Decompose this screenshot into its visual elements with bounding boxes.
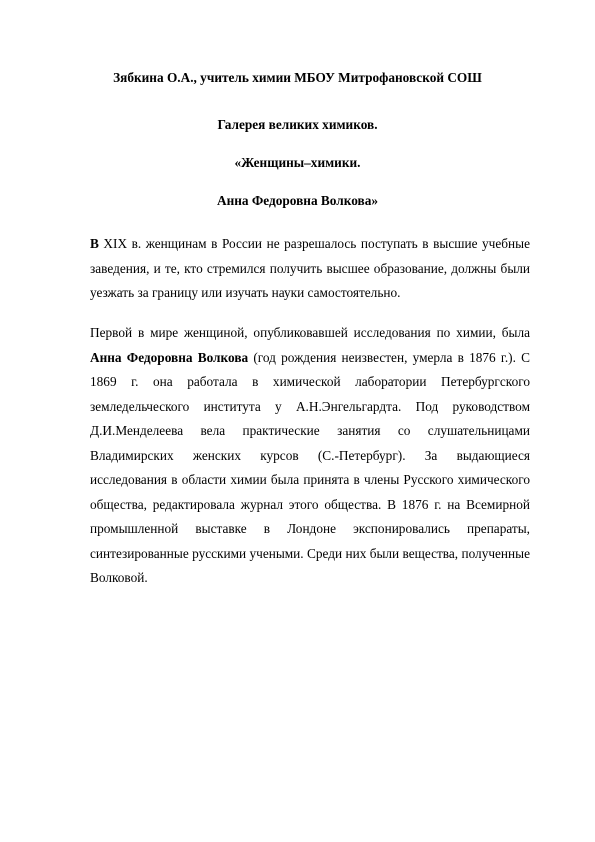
intro-paragraph <box>90 232 530 306</box>
biography-text-rest: (год рождения неизвестен, умерла в 1876 г.). С 1869 г. она работала в химической лаборатории Петербургского земледельческого института у А.Н.Энгельгардта. Под руководством Д.И.Менделеева вела практические занятия со слушательницами Владимирских женских курсов (С.-Петербург). За выдающиеся исследования в области химии была принята в члены Русского химического общества, редактировала журнал этого общества. В 1876 г. на Всемирной промышленной выставке в Лондоне экспонировались препараты, синтезированные русскими учеными. Среди них были вещества, полученные Волковой. <box>90 349 530 585</box>
biography-name: Анна Федоровна Волкова <box>90 349 249 365</box>
intro-text: XIX в. женщинам в России не разрешалось поступать в высшие учебные заведения, и те, кто стремился получить высшее образование, должны были уезжать за границу или изучать науки самостоятельно. <box>90 236 530 300</box>
intro-lead-letter: В <box>90 236 99 251</box>
gallery-title: Галерея великих химиков. <box>217 117 378 132</box>
series-title: «Женщины–химики. <box>234 155 361 170</box>
biography-text-start: Первой в мире женщиной, опубликовавшей исследования по химии, была <box>90 325 530 340</box>
biography-paragraph <box>90 321 530 591</box>
author-line: Зябкина О.А., учитель химии МБОУ Митрофановской СОШ <box>113 70 482 85</box>
subject-name-title: Анна Федоровна Волкова» <box>216 193 379 208</box>
